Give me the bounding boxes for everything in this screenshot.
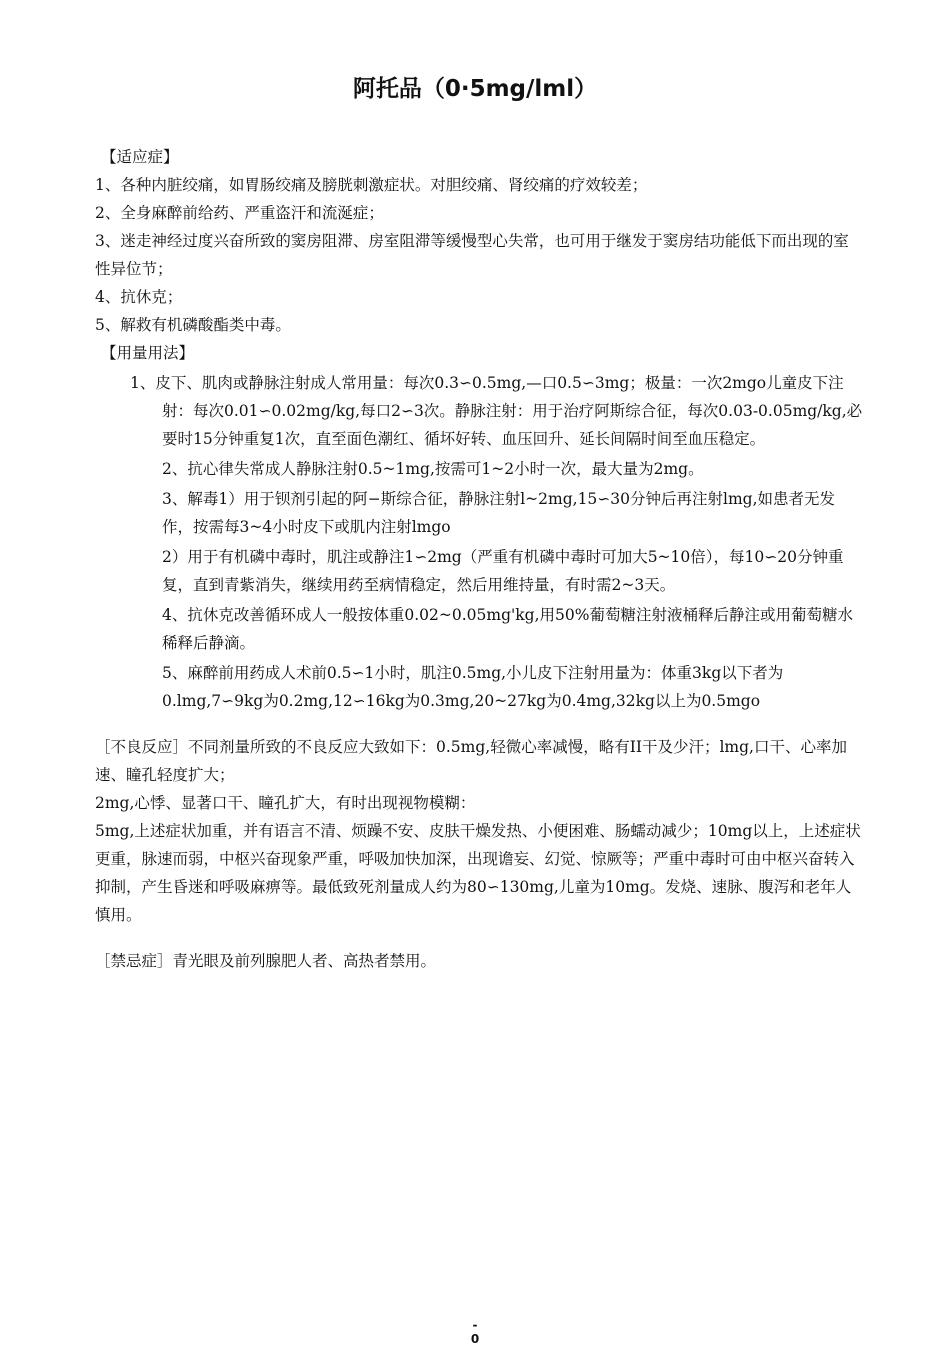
adverse-reactions-paragraph: 2mg,心悸、显著口干、瞳孔扩大，有时出现视物模糊： (95, 794, 476, 812)
section-spacer (95, 929, 863, 947)
indication-item: 5、解救有机磷酸酯类中毒。 (95, 316, 291, 334)
dosage-item: 3、解毒1）用于钡剂引起的阿−斯综合征，静脉注射l~2mg,15∽30分钟后再注射lmg,如患者无发作，按需每3~4小时皮下或肌内注射lmgo (162, 490, 836, 536)
adverse-reactions-paragraph: 5mg,上述症状加重，并有语言不清、烦躁不安、皮肤干燥发热、小便困难、肠蠕动减少；10mg以上，上述症状更重，脉速而弱，中枢兴奋现象严重，呼吸加快加深，出现谵妄、幻觉、惊厥等；严重中毒时可由中枢兴奋转入抑制，产生昏迷和呼吸麻痹等。最低致死剂量成人约为80∽130mg,儿童为10mg。发烧、速脉、腹泻和老年人慎用。 (95, 822, 861, 924)
dosage-item: 2、抗心律失常成人静脉注射0.5~1mg,按需可1~2小时一次，最大量为2mg。 (162, 460, 704, 478)
indication-item: 1、各种内脏绞痛，如胃肠绞痛及膀胱刺激症状。对胆绞痛、肾绞痛的疗效较差； (95, 176, 648, 194)
footer-dash: - (472, 1318, 478, 1332)
indications-heading: 【适应症】 (101, 148, 179, 166)
adverse-reactions-paragraph: ［不良反应］不同剂量所致的不良反应大致如下：0.5mg,轻微心率减慢，略有II干及少汗；lmg,口干、心率加速、瞳孔轻度扩大； (95, 738, 847, 784)
dosage-item: 5、麻醉前用药成人术前0.5∽1小时，肌注0.5mg,小儿皮下注射用量为：体重3kg以下者为0.lmg,7∽9kg为0.2mg,12∽16kg为0.3mg,20~27kg为0.4mg,32kg以上为0.5mgo (162, 664, 784, 710)
dosage-item: 1、皮下、肌肉或静脉注射成人常用量：每次0.3∽0.5mg,—口0.5∽3mg；极量：一次2mgo儿童皮下注射：每次0.01∽0.02mg/kg,每口2∽3次。静脉注射：用于治疗阿斯综合征，每次0.03-0.05mg/kg,必要时15分钟重复1次，直至面色潮红、循坏好转、血压回升、延长间隔时间至血压稳定。 (130, 374, 863, 448)
dosage-item: 4、抗休克改善循环成人一般按体重0.02~0.05mg'kg,用50%葡萄糖注射液桶释后静注或用葡萄糖水稀释后静滴。 (162, 606, 853, 652)
indication-item: 2、全身麻醉前给药、严重盗汗和流涎症； (95, 204, 384, 222)
document-body (95, 143, 863, 975)
dosage-heading: 【用量用法】 (101, 344, 195, 362)
indication-item: 4、抗休克； (95, 288, 183, 306)
page-number: 0 (470, 1332, 480, 1346)
indication-item: 3、迷走神经过度兴奋所致的窦房阻滞、房室阻滞等缓慢型心失常，也可用于继发于窦房结功能低下而出现的室性异位节； (95, 232, 849, 278)
dosage-item: 2）用于有机磷中毒时，肌注或静注1∽2mg（严重有机磷中毒时可加大5~10倍），每10∽20分钟重复，直到青紫消失，继续用药至病情稳定，然后用维持量，有时需2~3天。 (162, 548, 844, 594)
section-spacer (95, 715, 863, 733)
contraindications-paragraph: ［禁忌症］青光眼及前列腺肥人者、高热者禁用。 (95, 952, 437, 970)
document-title: 阿托品（0·5mg/lml） (352, 76, 598, 102)
